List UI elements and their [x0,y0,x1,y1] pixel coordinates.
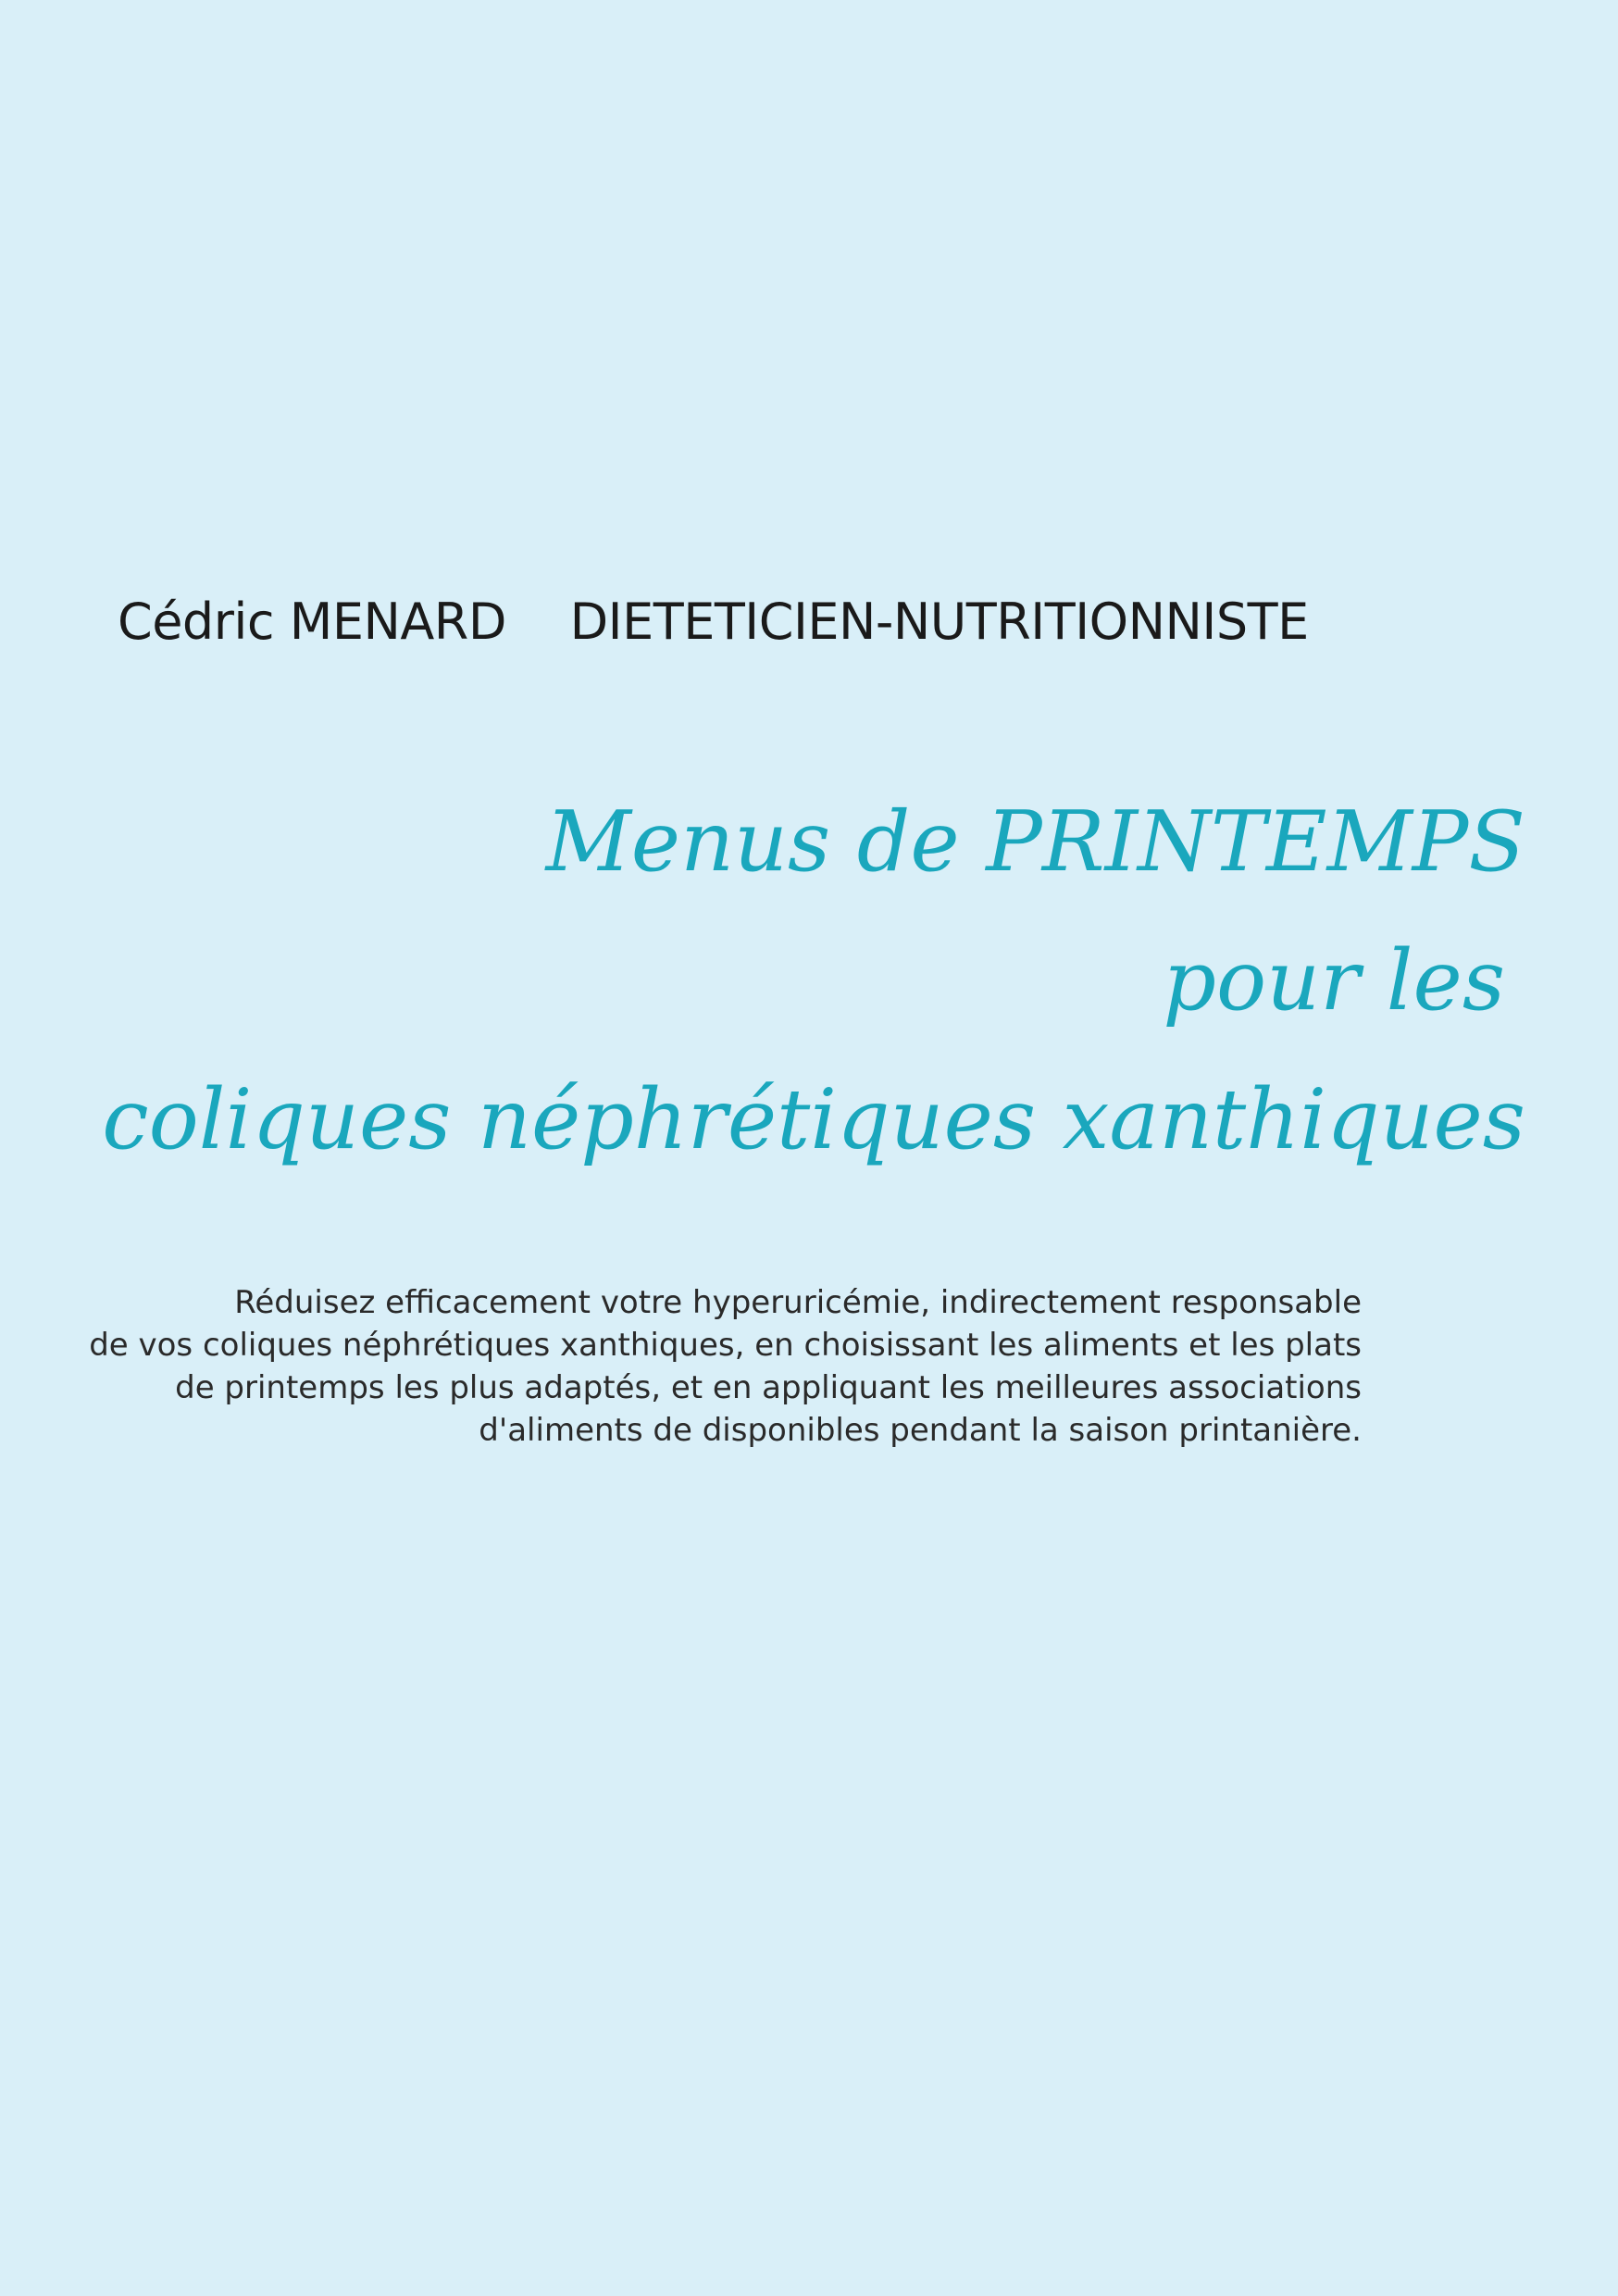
book-title [102,773,1525,1190]
book-description [89,1281,1362,1452]
author-name: Cédric MENARD [118,593,506,651]
author-line [118,593,1309,651]
description-line-2: de vos coliques néphrétiques xanthiques, en choisissant les aliments et les plats [89,1327,1362,1364]
description-line-1: Réduisez efficacement votre hyperuricémie, indirectement responsable [234,1284,1362,1321]
title-line-2: pour les [1163,932,1505,1029]
title-line-1: Menus de PRINTEMPS [545,793,1525,891]
description-line-3: de printemps les plus adaptés, et en appliquant les meilleures associations [175,1369,1362,1406]
author-profession: DIETETICIEN-NUTRITIONNISTE [569,593,1309,651]
description-line-4: d'aliments de disponibles pendant la saison printanière. [479,1412,1362,1449]
title-line-3: coliques néphrétiques xanthiques [102,1071,1525,1168]
